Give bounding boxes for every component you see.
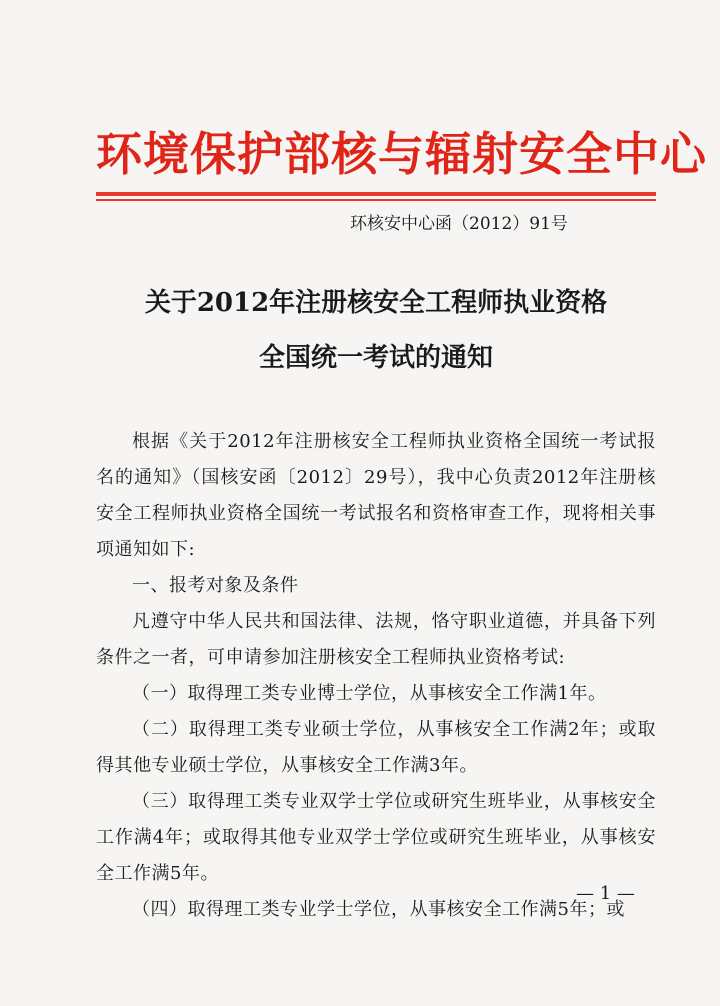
document-title-line-1: 关于2012年注册核安全工程师执业资格	[144, 288, 608, 318]
condition-item-2: （二）取得理工类专业硕士学位，从事核安全工作满2年；或取得其他专业硕士学位，从事核安全工作满3年。	[96, 719, 656, 776]
body-paragraph-intro: 根据《关于2012年注册核安全工程师执业资格全国统一考试报名的通知》（国核安函〔2012〕29号），我中心负责2012年注册核安全工程师执业资格全国统一考试报名和资格审查工作，现将相关事项通知如下:	[96, 431, 656, 560]
header-red-rule-thin	[96, 199, 656, 201]
page-number: — 1 —	[576, 883, 635, 904]
condition-item-4: （四）取得理工类专业学士学位，从事核安全工作满5年；或	[132, 899, 625, 920]
header-red-rule-thick	[96, 192, 656, 196]
document-number: 环核安中心函（2012）91号	[350, 214, 568, 234]
document-body	[96, 424, 656, 928]
document-title-line-2: 全国统一考试的通知	[258, 343, 493, 373]
issuing-organization-name: 环境保护部核与辐射安全中心	[96, 127, 707, 181]
section-heading-eligibility: 一、报考对象及条件	[132, 575, 299, 596]
condition-item-1: （一）取得理工类专业博士学位，从事核安全工作满1年。	[132, 683, 607, 704]
body-paragraph-conditions: 凡遵守中华人民共和国法律、法规，恪守职业道德，并具备下列条件之一者，可申请参加注册核安全工程师执业资格考试:	[96, 611, 656, 668]
condition-item-3: （三）取得理工类专业双学士学位或研究生班毕业，从事核安全工作满4年；或取得其他专业双学士学位或研究生班毕业，从事核安全工作满5年。	[96, 791, 656, 884]
